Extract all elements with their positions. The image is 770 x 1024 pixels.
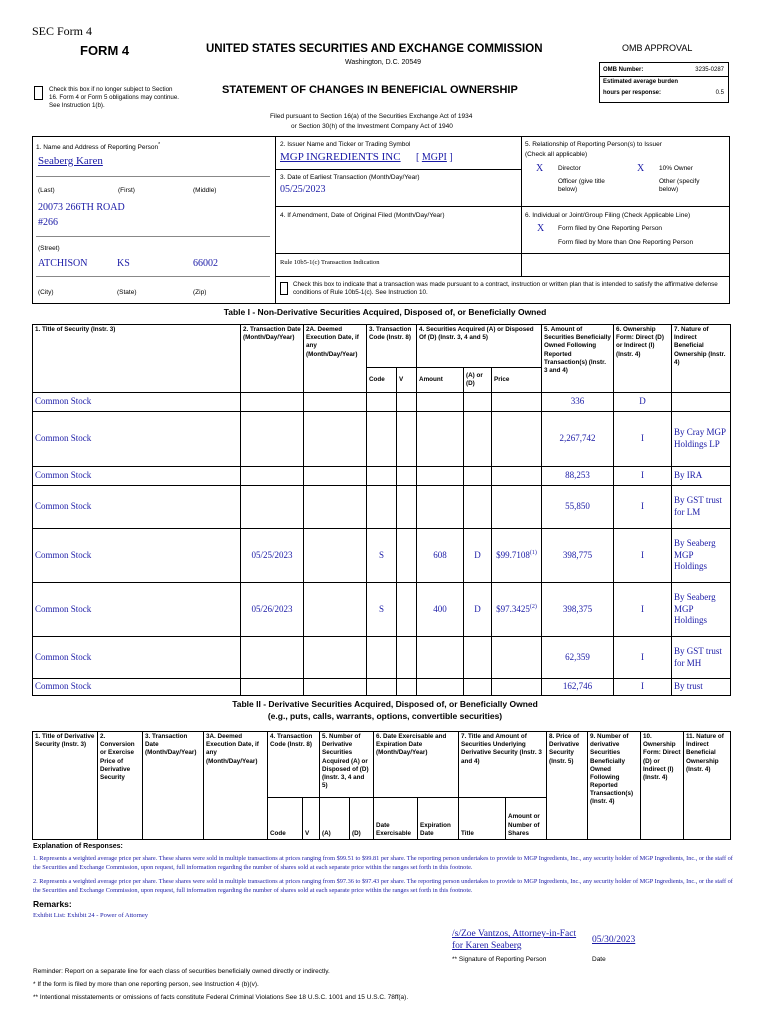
t1-cell-owned: 62,359 (542, 637, 614, 679)
t1-cell-deemed (304, 679, 367, 696)
t1-cell-title: Common Stock (33, 412, 241, 467)
table-row (33, 412, 731, 467)
t1-cell-price (492, 529, 542, 583)
statement-title: STATEMENT OF CHANGES IN BENEFICIAL OWNERSHIP (222, 84, 518, 96)
omb-number-label: OMB Number: (603, 67, 644, 73)
t1-cell-form: I (614, 637, 672, 679)
t1-h-form: 6. Ownership Form: Direct (D) or Indirect (I) (Instr. 4) (614, 325, 672, 393)
t2-h-number: 5. Number of Derivative Securities Acquired (A) or Disposed of (D) (Instr. 3, 4 and 5) (320, 732, 374, 798)
form-number: FORM 4 (80, 43, 130, 58)
table-row (33, 529, 731, 583)
t1-cell-ad (464, 679, 492, 696)
t1-cell-deemed (304, 486, 367, 529)
t1-cell-date (241, 467, 304, 486)
t1-cell-owned: 398,775 (542, 529, 614, 583)
t1-cell-amount (417, 412, 464, 467)
table-row (33, 637, 731, 679)
t1-cell-form: I (614, 486, 672, 529)
burden-label-2: hours per response: (603, 90, 662, 96)
rule-text: Check this box to indicate that a transaction was made pursuant to a contract, instruction or written plan that is intended to satisfy the affirmative defense conditions of Rule 10b5-1(c). See Instruction 10. (293, 281, 718, 297)
t1-cell-ad (464, 486, 492, 529)
rule-checkbox[interactable] (280, 282, 288, 297)
t1-sh-v: V (397, 368, 417, 393)
filed-line-2: or Section 30(h) of the Investment Company Act of 1940 (291, 123, 453, 130)
burden-label-1: Estimated average burden (603, 79, 679, 85)
t1-cell-date (241, 393, 304, 412)
table-row (33, 486, 731, 529)
t1-cell-amount (417, 486, 464, 529)
t2-sh-v: V (303, 798, 320, 840)
t1-cell-nature: By GST trust for MH (672, 637, 731, 679)
t1-cell-v (397, 412, 417, 467)
state-value: KS (117, 258, 130, 269)
t1-sh-price: Price (492, 368, 542, 393)
t1-sh-ad: (A) or (D) (464, 368, 492, 393)
table1-title: Table I - Non-Derivative Securities Acquired, Disposed of, or Beneficially Owned (223, 307, 547, 317)
earliest-date-label: 3. Date of Earliest Transaction (Month/Day/Year) (280, 174, 420, 181)
remarks-label: Remarks: (33, 899, 72, 909)
t1-h-owned: 5. Amount of Securities Beneficially Owned Following Reported Transaction(s) (Instr. 3 and 4) (542, 325, 614, 393)
t1-h-title: 1. Title of Security (Instr. 3) (33, 325, 241, 393)
t1-cell-code (367, 393, 397, 412)
signature-label: ** Signature of Reporting Person (452, 956, 547, 963)
signature-line-1: /s/Zoe Vantzos, Attorney-in-Fact (452, 929, 577, 939)
t1-cell-ad (464, 412, 492, 467)
t1-cell-amount (417, 679, 464, 696)
t1-cell-nature: By GST trust for LM (672, 486, 731, 529)
t1-cell-ad (464, 467, 492, 486)
first-label: (First) (118, 187, 135, 194)
director-mark[interactable]: X (536, 163, 544, 174)
t1-cell-v (397, 393, 417, 412)
t1-cell-form: I (614, 412, 672, 467)
t1-cell-nature: By Cray MGP Holdings LP (672, 412, 731, 467)
no-longer-subject-checkbox[interactable] (34, 86, 43, 102)
amendment-label: 4. If Amendment, Date of Original Filed (Month/Day/Year) (280, 212, 445, 219)
t2-h-code: 4. Transaction Code (Instr. 8) (268, 732, 320, 798)
table1 (32, 324, 731, 696)
table1-header-row (33, 325, 731, 368)
other-label: Other (specify below) (659, 178, 700, 194)
t2-sh-expiration: Expiration Date (418, 798, 459, 840)
t1-cell-v (397, 583, 417, 637)
t1-cell-code (367, 637, 397, 679)
t1-cell-amount (417, 467, 464, 486)
t1-cell-price (492, 467, 542, 486)
t1-cell-ad (464, 393, 492, 412)
signature-line-2: for Karen Seaberg (452, 941, 522, 951)
filing-label: 6. Individual or Joint/Group Filing (Check Applicable Line) (525, 212, 691, 219)
t1-cell-date (241, 412, 304, 467)
t1-h-acquired: 4. Securities Acquired (A) or Disposed Of (D) (Instr. 3, 4 and 5) (417, 325, 542, 368)
t2-h-exercisable: 6. Date Exercisable and Expiration Date (Month/Day/Year) (374, 732, 459, 798)
t1-cell-code (367, 467, 397, 486)
reporting-person-name[interactable]: Seaberg Karen (38, 155, 103, 167)
t1-cell-v (397, 467, 417, 486)
t1-cell-form: D (614, 393, 672, 412)
commission-title: UNITED STATES SECURITIES AND EXCHANGE COMMISSION (206, 43, 543, 55)
issuer-label: 2. Issuer Name and Ticker or Trading Symbol (280, 141, 411, 148)
t1-cell-ad: D (464, 583, 492, 637)
t2-sh-date-exercisable: Date Exercisable (374, 798, 418, 840)
table-row (33, 679, 731, 696)
relationship-label: 5. Relationship of Reporting Person(s) to Issuer (525, 141, 662, 148)
street-line-1: 20073 266TH ROAD (38, 202, 125, 213)
t1-cell-code (367, 486, 397, 529)
t2-h-owned: 9. Number of derivative Securities Beneficially Owned Following Reported Transaction(s) (Instr. 4) (588, 732, 641, 840)
location: Washington, D.C. 20549 (345, 59, 422, 66)
city-label: (City) (38, 289, 54, 296)
table2-title-1: Table II - Derivative Securities Acquired, Disposed of, or Beneficially Owned (232, 699, 538, 709)
t1-cell-deemed (304, 393, 367, 412)
t1-h-deemed: 2A. Deemed Execution Date, if any (Month/Day/Year) (304, 325, 367, 393)
signature-date: 05/30/2023 (592, 935, 636, 945)
one-person-mark[interactable]: X (537, 223, 545, 234)
burden-value: 0.5 (715, 90, 724, 96)
t1-price: $97.3425 (496, 603, 530, 614)
t1-cell-deemed (304, 583, 367, 637)
t1-cell-v (397, 679, 417, 696)
t1-cell-title: Common Stock (33, 679, 241, 696)
t1-cell-form: I (614, 467, 672, 486)
date-label: Date (592, 956, 606, 963)
street-line-2: #266 (38, 217, 58, 228)
t1-cell-date (241, 637, 304, 679)
street-label: (Street) (38, 245, 60, 252)
last-label: (Last) (38, 187, 55, 194)
t1-cell-code (367, 412, 397, 467)
checkbox-text: Check this box if no longer subject to Section 16. Form 4 or Form 5 obligations may continue. See Instruction 1(b). (49, 86, 179, 109)
t1-cell-price (492, 486, 542, 529)
zip-label: (Zip) (193, 289, 207, 296)
t1-sh-amount: Amount (417, 368, 464, 393)
checkbox-box[interactable] (34, 86, 43, 100)
t1-cell-date: 05/25/2023 (241, 529, 304, 583)
table2-title-2: (e.g., puts, calls, warrants, options, convertible securities) (267, 711, 503, 721)
t1-sh-code: Code (367, 368, 397, 393)
t2-h-form: 10. Ownership Form: Direct (D) or Indirect (I) (Instr. 4) (641, 732, 684, 840)
t1-cell-deemed (304, 412, 367, 467)
t1-cell-deemed (304, 467, 367, 486)
t1-cell-v (397, 637, 417, 679)
t1-cell-owned: 398,375 (542, 583, 614, 637)
ten-percent-owner-mark[interactable]: X (637, 163, 645, 174)
t2-h-title: 1. Title of Derivative Security (Instr. 3) (33, 732, 98, 840)
t1-h-nature: 7. Nature of Indirect Beneficial Ownership (Instr. 4) (672, 325, 731, 393)
t1-cell-price (492, 393, 542, 412)
t1-cell-owned: 336 (542, 393, 614, 412)
issuer-ticker[interactable]: MGPI (421, 152, 447, 163)
t1-cell-price (492, 583, 542, 637)
t1-cell-code (367, 679, 397, 696)
t1-cell-nature: By Seaberg MGP Holdings (672, 529, 731, 583)
rule-checkbox-box[interactable] (280, 282, 288, 295)
t1-cell-deemed (304, 637, 367, 679)
table-row (33, 583, 731, 637)
sec-form-label: SEC Form 4 (32, 24, 93, 38)
director-label: Director (558, 165, 581, 172)
filed-line-1: Filed pursuant to Section 16(a) of the Securities Exchange Act of 1934 (270, 113, 473, 120)
more-person-label: Form filed by More than One Reporting Person (558, 239, 694, 246)
t1-cell-ad (464, 637, 492, 679)
t2-sh-amount: Amount or Number of Shares (506, 798, 547, 840)
ten-percent-owner-label: 10% Owner (659, 165, 693, 172)
table-row (33, 467, 731, 486)
t1-cell-title: Common Stock (33, 486, 241, 529)
t1-cell-nature (672, 393, 731, 412)
t1-cell-date (241, 486, 304, 529)
officer-label: Officer (give title below) (558, 178, 605, 194)
one-person-label: Form filed by One Reporting Person (558, 225, 663, 232)
t1-cell-deemed (304, 529, 367, 583)
footnote-1: 1. Represents a weighted average price per share. These shares were sold in multiple transactions at prices ranging from $99.51 to $99.81 per share. The reporting person undertakes to provide to MGP Ingredients, Inc., any security holder of MGP Ingredients, Inc., or the staff of the Securities and Exchange Commission, upon request, full information regarding the number of shares sold at each separate price within the ranges set forth in this footnote. (33, 855, 733, 871)
t2-h-date: 3. Transaction Date (Month/Day/Year) (143, 732, 204, 840)
t1-cell-price (492, 679, 542, 696)
state-label: (State) (117, 289, 137, 296)
t2-sh-title: Title (459, 798, 506, 840)
t1-cell-form: I (614, 583, 672, 637)
footer-reminder: Reminder: Report on a separate line for each class of securities beneficially owned directly or indirectly. (33, 968, 330, 975)
relationship-sub: (Check all applicable) (525, 151, 588, 158)
issuer-name[interactable]: MGP INGREDIENTS INC (280, 151, 401, 163)
t1-cell-nature: By Seaberg MGP Holdings (672, 583, 731, 637)
omb-number: 3235-0287 (695, 67, 724, 73)
t1-footnote: (2) (529, 603, 537, 610)
t2-sh-code: Code (268, 798, 303, 840)
t1-cell-form: I (614, 529, 672, 583)
t1-cell-amount (417, 393, 464, 412)
t1-cell-date (241, 679, 304, 696)
t1-cell-owned: 55,850 (542, 486, 614, 529)
t1-cell-price (492, 412, 542, 467)
t1-cell-ad: D (464, 529, 492, 583)
t1-cell-amount: 608 (417, 529, 464, 583)
t1-cell-form: I (614, 679, 672, 696)
t1-footnote: (1) (529, 549, 537, 556)
t1-h-code: 3. Transaction Code (Instr. 8) (367, 325, 417, 368)
t1-cell-price (492, 637, 542, 679)
t1-cell-v (397, 486, 417, 529)
rule-label: Rule 10b5-1(c) Transaction Indication (280, 259, 380, 266)
t2-h-underlying: 7. Title and Amount of Securities Underlying Derivative Security (Instr. 3 and 4) (459, 732, 547, 798)
omb-approval-title: OMB APPROVAL (622, 43, 693, 53)
reporting-person-label-text: 1. Name and Address of Reporting Person (36, 144, 159, 152)
t1-cell-owned: 2,267,742 (542, 412, 614, 467)
t1-cell-amount (417, 637, 464, 679)
issuer-ticker-wrap: [ MGPI ] (416, 152, 453, 163)
t1-cell-title: Common Stock (33, 583, 241, 637)
t2-sh-a: (A) (320, 798, 350, 840)
footnote-2: 2. Represents a weighted average price per share. These shares were sold in multiple transactions at prices ranging from $97.36 to $97.43 per share. The reporting person undertakes to provide to MGP Ingredients, Inc., any security holder of MGP Ingredients, Inc., or the staff of the Securities and Exchange Commission, upon request, full information regarding the number of shares sold at each separate price within the ranges set forth in this footnote. (33, 878, 733, 894)
t2-h-nature: 11. Nature of Indirect Beneficial Ownership (Instr. 4) (684, 732, 731, 840)
t1-cell-title: Common Stock (33, 637, 241, 679)
t1-cell-nature: By trust (672, 679, 731, 696)
middle-label: (Middle) (193, 187, 217, 194)
t1-h-date: 2. Transaction Date (Month/Day/Year) (241, 325, 304, 393)
t1-cell-title: Common Stock (33, 393, 241, 412)
t2-h-price: 8. Price of Derivative Security (Instr. 5) (547, 732, 588, 840)
t1-cell-code: S (367, 583, 397, 637)
omb-box (599, 62, 729, 103)
reporting-person-label (36, 142, 160, 151)
t2-h-deemed: 3A. Deemed Execution Date, if any (Month/Day/Year) (204, 732, 268, 840)
remarks-text: Exhibit List: Exhibit 24 - Power of Attorney (33, 912, 149, 919)
city-value: ATCHISON (38, 258, 88, 269)
t2-h-conversion: 2. Conversion or Exercise Price of Derivative Security (98, 732, 143, 840)
explanation-label: Explanation of Responses: (33, 843, 123, 850)
t1-cell-date: 05/26/2023 (241, 583, 304, 637)
t1-cell-v (397, 529, 417, 583)
zip-value: 66002 (193, 258, 218, 269)
footer-asterisk: * If the form is filed by more than one reporting person, see Instruction 4 (b)(v). (33, 981, 259, 988)
table-row (33, 393, 731, 412)
t1-cell-code: S (367, 529, 397, 583)
t1-cell-owned: 88,253 (542, 467, 614, 486)
t1-cell-title: Common Stock (33, 529, 241, 583)
t1-cell-title: Common Stock (33, 467, 241, 486)
table2-header-row (33, 732, 731, 798)
footer-warning: ** Intentional misstatements or omissions of facts constitute Federal Criminal Violations See 18 U.S.C. 1001 and 15 U.S.C. 78ff(a). (33, 994, 409, 1001)
t1-cell-owned: 162,746 (542, 679, 614, 696)
asterisk: * (158, 142, 161, 148)
t1-cell-amount: 400 (417, 583, 464, 637)
t1-cell-nature: By IRA (672, 467, 731, 486)
t1-price: $99.7108 (496, 549, 530, 560)
t2-sh-d: (D) (350, 798, 374, 840)
earliest-date: 05/25/2023 (280, 184, 326, 195)
table2 (32, 731, 731, 840)
